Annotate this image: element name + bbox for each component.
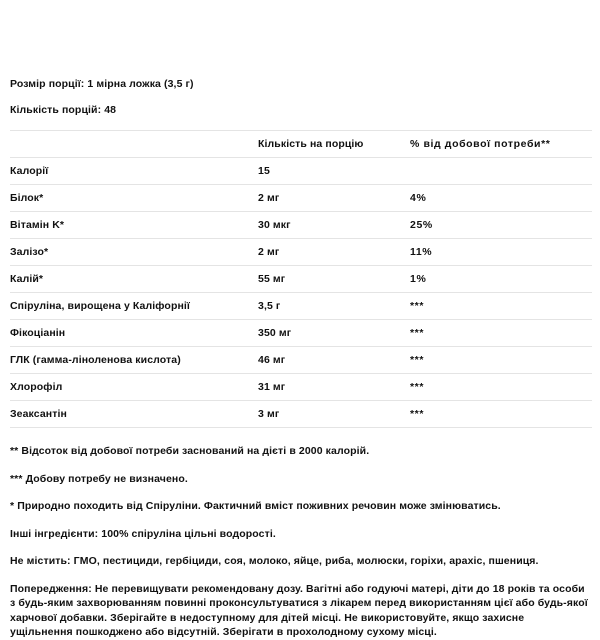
- nutrient-amount: 46 мг: [258, 347, 410, 374]
- nutrient-name: Білок*: [10, 185, 258, 212]
- column-header-amount-per-serving: Кількість на порцію: [258, 131, 410, 158]
- nutrient-amount: 15: [258, 158, 410, 185]
- table-header-row: [10, 131, 592, 158]
- nutrient-name: Фікоціанін: [10, 320, 258, 347]
- column-header-nutrient: [10, 131, 258, 158]
- nutrient-amount: 2 мг: [258, 185, 410, 212]
- table-row: [10, 185, 592, 212]
- servings-per-container-line: Кількість порцій: 48: [10, 104, 117, 116]
- nutrient-amount: 3,5 г: [258, 293, 410, 320]
- nutrient-name: Спіруліна, вирощена у Каліфорнії: [10, 293, 258, 320]
- other-ingredients-line: Інші інгредієнти: 100% спіруліна цільні водорості.: [10, 527, 276, 540]
- nutrient-daily-value: ***: [410, 293, 592, 320]
- nutrient-daily-value: 25%: [410, 212, 592, 239]
- table-row: [10, 212, 592, 239]
- nutrient-amount: 55 мг: [258, 266, 410, 293]
- table-row: [10, 158, 592, 185]
- nutrient-amount: 2 мг: [258, 239, 410, 266]
- nutrient-amount: 350 мг: [258, 320, 410, 347]
- nutrient-name: Калорії: [10, 158, 258, 185]
- nutrient-name: Залізо*: [10, 239, 258, 266]
- nutrient-name: Зеаксантін: [10, 401, 258, 428]
- nutrient-name: Хлорофіл: [10, 374, 258, 401]
- nutrition-facts-table: [10, 130, 592, 428]
- table-row: [10, 293, 592, 320]
- footnote-daily-value-basis: ** Відсоток від добової потреби заснований на дієті в 2000 калорій.: [10, 445, 370, 457]
- table-row: [10, 401, 592, 428]
- table-header: [10, 131, 592, 158]
- nutrient-daily-value: 11%: [410, 239, 592, 266]
- nutrient-amount: 30 мкг: [258, 212, 410, 239]
- footnote-daily-value-not-established: *** Добову потребу не визначено.: [10, 472, 188, 485]
- nutrient-daily-value: ***: [410, 374, 592, 401]
- table-row: [10, 266, 592, 293]
- nutrient-name: ГЛК (гамма-ліноленова кислота): [10, 347, 258, 374]
- allergen-free-from-line: Не містить: ГМО, пестициди, гербіциди, соя, молоко, яйце, риба, молюски, горіхи, арахіс, пшениця.: [10, 555, 539, 567]
- table-row: [10, 374, 592, 401]
- warning-paragraph: Попередження: Не перевищувати рекомендовану дозу. Вагітні або годуючі матері, діти до 18 років та особи з будь-яким захворюванням повинні проконсультуватися з лікарем перед використанням цієї або будь-якої харчової добавки. Зберігайте в недоступному для дітей місці. Не використовуйте, якщо захисне ущільнення пошкоджено або відсутній. Зберігати в прохолодному сухому місці.: [10, 582, 588, 638]
- nutrient-name: Калій*: [10, 266, 258, 293]
- nutrient-amount: 31 мг: [258, 374, 410, 401]
- table-body: [10, 158, 592, 428]
- footnotes-section: [10, 444, 592, 640]
- nutrient-daily-value: [410, 158, 592, 185]
- table-row: [10, 239, 592, 266]
- table-row: [10, 320, 592, 347]
- table-row: [10, 347, 592, 374]
- column-header-daily-value: % від добової потреби**: [410, 131, 592, 158]
- nutrient-name: Вітамін K*: [10, 212, 258, 239]
- nutrient-daily-value: ***: [410, 320, 592, 347]
- nutrient-daily-value: ***: [410, 401, 592, 428]
- nutrient-daily-value: 4%: [410, 185, 592, 212]
- nutrient-daily-value: ***: [410, 347, 592, 374]
- serving-information: [10, 78, 592, 117]
- nutrient-amount: 3 мг: [258, 401, 410, 428]
- footnote-natural-source: * Природно походить від Спіруліни. Фактичний вміст поживних речовин може змінюватись.: [10, 500, 501, 512]
- serving-size-line: Розмір порції: 1 мірна ложка (3,5 г): [10, 78, 194, 90]
- nutrient-daily-value: 1%: [410, 266, 592, 293]
